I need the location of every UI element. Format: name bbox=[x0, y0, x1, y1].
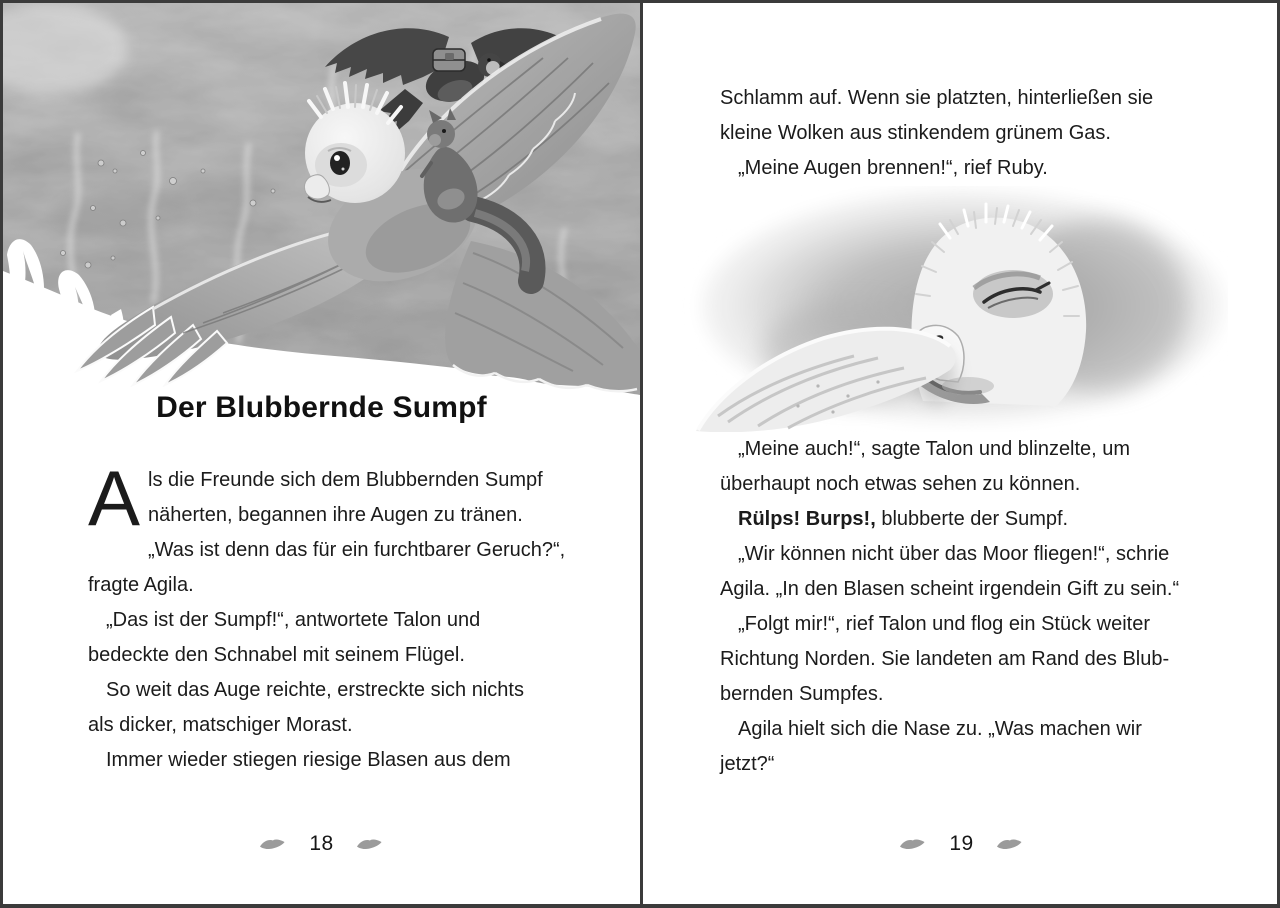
eagle-closeup-illustration bbox=[668, 186, 1228, 432]
text-line: Agila hielt sich die Nase zu. „Was machen wir bbox=[738, 718, 1142, 740]
text-line: näherten, begannen ihre Augen zu tränen. bbox=[148, 504, 523, 526]
right-bottom-lines bbox=[720, 432, 1208, 782]
text-line: jetzt?“ bbox=[720, 753, 775, 775]
text-line: ls die Freunde sich dem Blubbernden Sumpf bbox=[148, 469, 543, 491]
drop-cap: A bbox=[88, 454, 141, 542]
text-line: Richtung Norden. Sie landeten am Rand des Blub- bbox=[720, 648, 1170, 670]
text-line: „Meine Augen brennen!“, rief Ruby. bbox=[738, 157, 1048, 179]
text-line: So weit das Auge reichte, erstreckte sich nichts bbox=[106, 679, 524, 701]
text-line: Immer wieder stiegen riesige Blasen aus dem bbox=[106, 749, 511, 771]
left-paragraph-lines bbox=[88, 533, 566, 778]
text-line: Agila. „In den Blasen scheint irgendein Gift zu sein.“ bbox=[720, 578, 1180, 600]
page-right bbox=[643, 3, 1280, 904]
right-top-lines bbox=[720, 81, 1208, 186]
right-page-text-top bbox=[720, 81, 1208, 186]
leaf-ornament-icon bbox=[899, 837, 927, 852]
text-line: als dicker, matschiger Morast. bbox=[88, 714, 353, 736]
swamp-flight-illustration bbox=[3, 3, 640, 403]
text-line: „Wir können nicht über das Moor fliegen!“, schrie bbox=[738, 543, 1170, 565]
text-line: bedeckte den Schnabel mit seinem Flügel. bbox=[88, 644, 465, 666]
drop-cap-lines bbox=[88, 454, 566, 542]
text-line: „Das ist der Sumpf!“, antwortete Talon und bbox=[106, 609, 481, 631]
text-line: „Meine auch!“, sagte Talon und blinzelte, um bbox=[738, 438, 1131, 460]
page-number: 18 bbox=[309, 832, 334, 855]
text-line: Rülps! Burps!, blubberte der Sumpf. bbox=[738, 508, 1069, 530]
text-line: überhaupt noch etwas sehen zu können. bbox=[720, 473, 1081, 495]
leaf-ornament-icon bbox=[259, 837, 287, 852]
leaf-ornament-icon bbox=[996, 837, 1024, 852]
text-line: bernden Sumpfes. bbox=[720, 683, 884, 705]
left-pagenum-row bbox=[3, 829, 640, 859]
text-line: „Folgt mir!“, rief Talon und flog ein Stück weiter bbox=[738, 613, 1151, 635]
text-line: „Was ist denn das für ein furchtbarer Geruch?“, bbox=[148, 539, 566, 561]
chapter-title: Der Blubbernde Sumpf bbox=[156, 391, 487, 424]
page-number: 19 bbox=[949, 832, 974, 855]
text-line: kleine Wolken aus stinkendem grünem Gas. bbox=[720, 122, 1111, 144]
page-left bbox=[3, 3, 640, 904]
right-page-text-bottom bbox=[720, 432, 1208, 782]
left-page-text bbox=[88, 454, 566, 778]
text-line: fragte Agila. bbox=[88, 574, 194, 596]
leaf-ornament-icon bbox=[356, 837, 384, 852]
text-line: Schlamm auf. Wenn sie platzten, hinterließen sie bbox=[720, 87, 1154, 109]
right-pagenum-row bbox=[643, 829, 1280, 859]
